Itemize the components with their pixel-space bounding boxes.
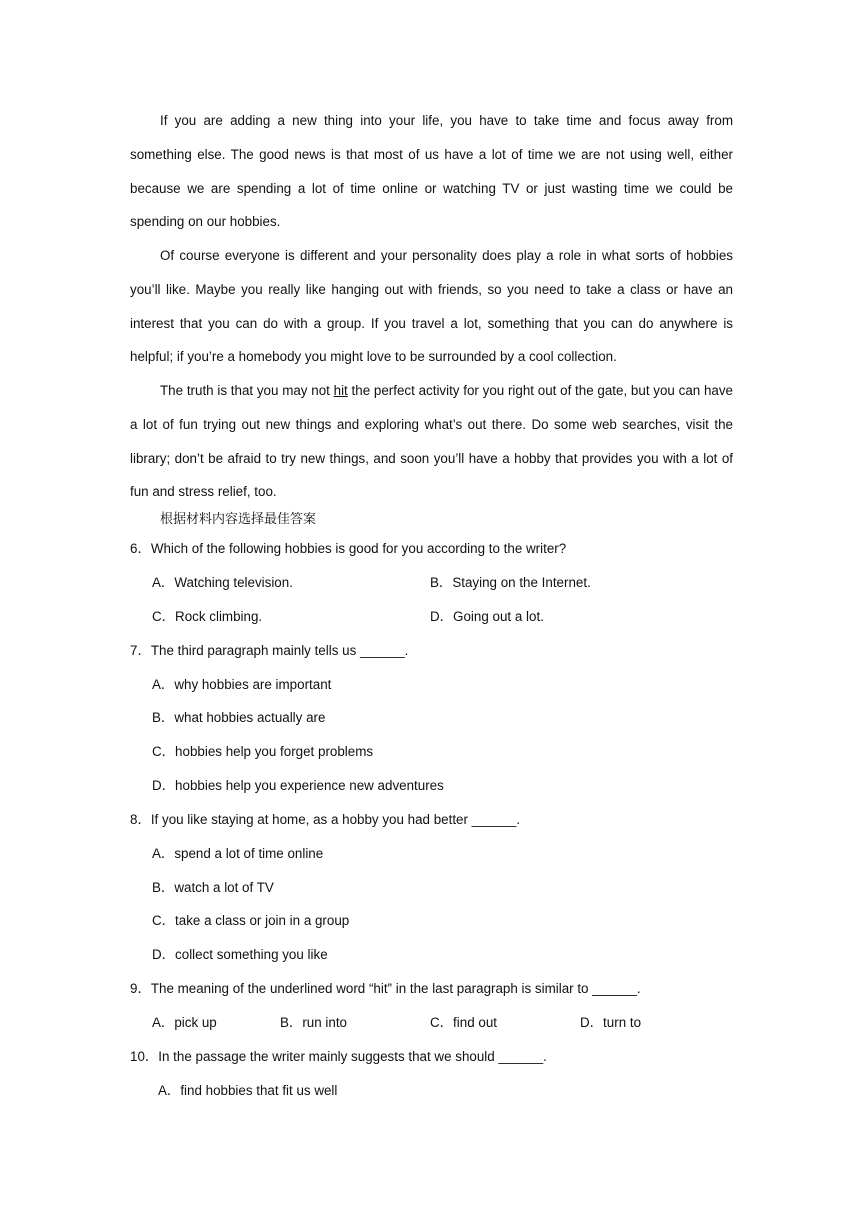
question-7-option-b: B．what hobbies actually are — [152, 710, 326, 725]
question-9-stem: 9．The meaning of the underlined word “hit” in the last paragraph is similar to ______. — [130, 981, 641, 996]
question-10-stem: 10．In the passage the writer mainly suggests that we should ______. — [130, 1049, 547, 1064]
question-8-option-b: B．watch a lot of TV — [152, 880, 274, 895]
instruction-text: 根据材料内容选择最佳答案 — [160, 512, 317, 527]
paragraph-3-text-after: the perfect activity for you right out of the gate, but you can have a lot of fun trying out new things and exploring what’s out there. Do some web searches, visit the library; don’t be afraid to try new things, and soon you’ll have a hobby that provides you with a lot of fun and stress relief, too. — [130, 383, 734, 500]
question-10-option-a: A．find hobbies that fit us well — [158, 1083, 338, 1098]
question-6-option-d: D．Going out a lot. — [430, 609, 544, 624]
passage-paragraph-3 — [130, 374, 733, 509]
question-7-option-d: D．hobbies help you experience new adventures — [152, 778, 444, 793]
passage-paragraph-1: If you are adding a new thing into your life, you have to take time and focus away from something else. The good news is that most of us have a lot of time we are not using well, either because we are spending a lot of time online or watching TV or just wasting time we could be spending on our hobbies. — [130, 113, 733, 230]
question-8-option-c: C．take a class or join in a group — [152, 913, 350, 928]
question-6-option-c: C．Rock climbing. — [152, 609, 263, 624]
question-7-option-a: A．why hobbies are important — [152, 677, 332, 692]
question-6-option-b: B．Staying on the Internet. — [430, 575, 591, 590]
question-6-stem: 6．Which of the following hobbies is good for you according to the writer? — [130, 541, 567, 556]
question-8-option-a: A．spend a lot of time online — [152, 846, 324, 861]
question-8-option-d: D．collect something you like — [152, 947, 328, 962]
question-9-option-a: A．pick up — [152, 1015, 217, 1030]
question-8-stem: 8．If you like staying at home, as a hobby you had better ______. — [130, 812, 521, 827]
paragraph-3-text-before: The truth is that you may not — [160, 383, 334, 398]
passage-paragraph-2: Of course everyone is different and your personality does play a role in what sorts of hobbies you’ll like. Maybe you really like hanging out with friends, so you need to take a class or have an interest that you can do with a group. If you travel a lot, something that you can do anywhere is helpful; if you’re a homebody you might love to be surrounded by a cool collection. — [130, 248, 733, 365]
question-6-option-a: A．Watching television. — [152, 575, 293, 590]
question-9-option-d: D．turn to — [580, 1015, 642, 1030]
underlined-word-hit: hit — [333, 383, 348, 398]
question-7-stem: 7．The third paragraph mainly tells us ______. — [130, 643, 409, 658]
question-9-option-c: C．find out — [430, 1015, 497, 1030]
question-7-option-c: C．hobbies help you forget problems — [152, 744, 374, 759]
question-9-option-b: B．run into — [280, 1015, 347, 1030]
